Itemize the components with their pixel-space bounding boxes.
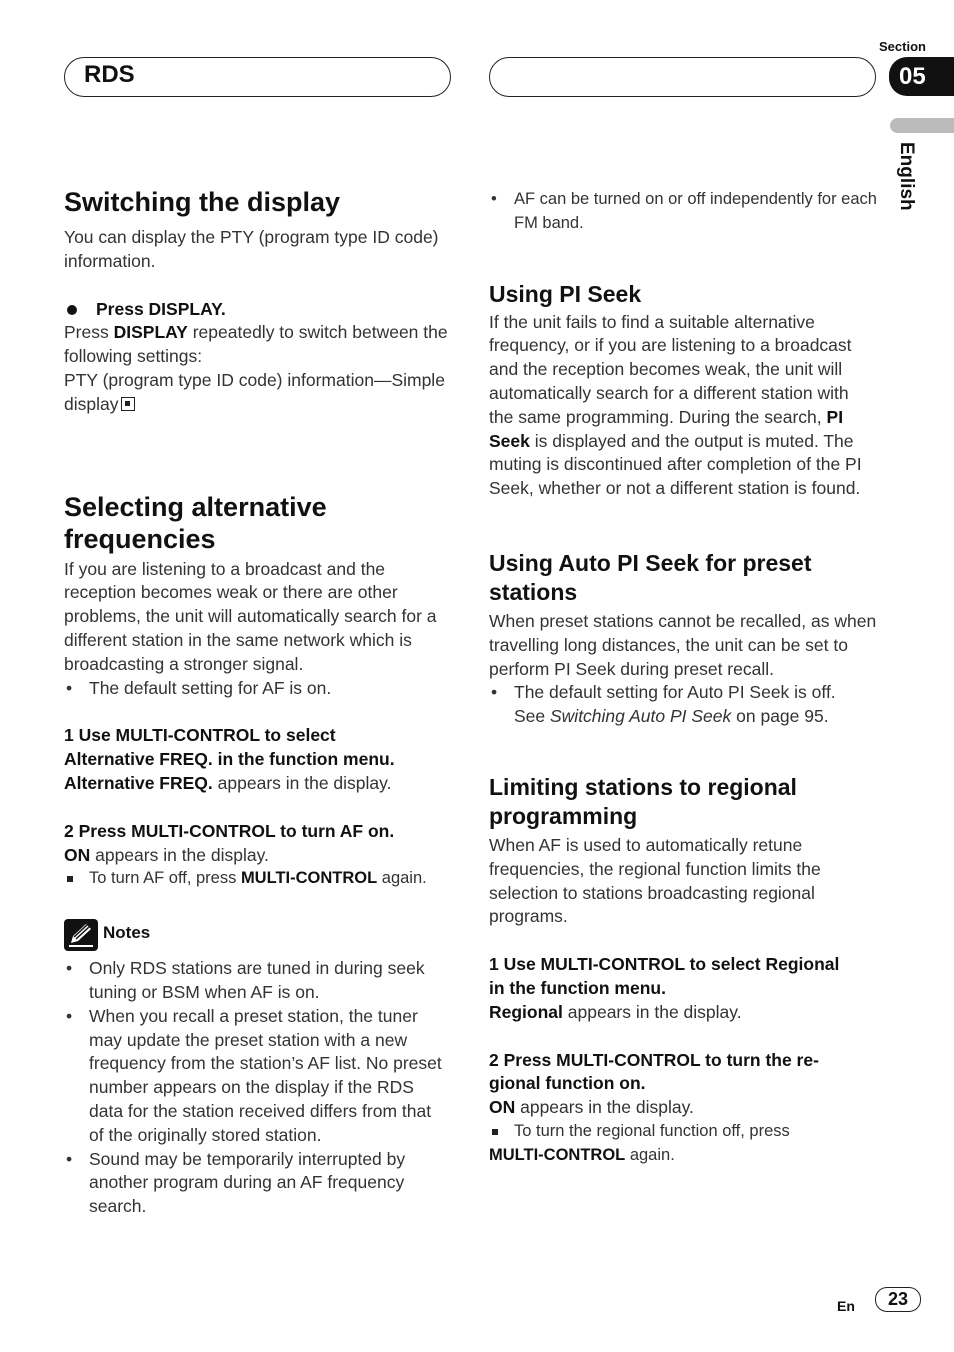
left-column bbox=[64, 186, 450, 1219]
notes-header bbox=[64, 919, 450, 953]
right-header-pill bbox=[489, 57, 876, 97]
regional-step2-result: ON appears in the display. bbox=[489, 1097, 694, 1118]
auto-pi-default-bullet: • The default setting for Auto PI Seek is off. See Switching Auto PI Seek on page 95. bbox=[489, 681, 877, 729]
regional-step1-result: Regional appears in the display. bbox=[489, 1001, 742, 1022]
section-number-badge: 05 bbox=[889, 57, 954, 96]
af-default-bullet: • The default setting for AF is on. bbox=[64, 677, 450, 701]
pi-seek-title: Using PI Seek bbox=[489, 280, 642, 307]
notes-list bbox=[64, 957, 450, 1219]
language-tab bbox=[890, 118, 954, 133]
switching-display-intro: You can display the PTY (program type ID code) information. bbox=[64, 227, 439, 271]
regional-title: Limiting stations to regional programming bbox=[489, 773, 797, 829]
alt-step2-result: ON appears in the display. bbox=[64, 844, 269, 865]
regional-step1-line1: 1 Use MULTI-CONTROL to select Regional bbox=[489, 954, 840, 975]
switching-display-title: Switching the display bbox=[64, 187, 341, 217]
section-label: Section bbox=[879, 39, 926, 54]
regional-body: When AF is used to automatically retune frequencies, the regional function limits the selection to stations broadcasting regional programs. bbox=[489, 834, 821, 927]
auto-pi-seek-body: When preset stations cannot be recalled, as when travelling long distances, the unit can be set to perform PI Seek during preset recall. bbox=[489, 610, 877, 679]
alt-step1-line1: 1 Use MULTI-CONTROL to select bbox=[64, 725, 336, 746]
note-item: • Sound may be temporarily interrupted by another program during an AF frequency search. bbox=[64, 1148, 450, 1219]
end-mark-icon bbox=[121, 397, 135, 411]
alt-step2: 2 Press MULTI-CONTROL to turn AF on. bbox=[64, 820, 395, 841]
language-label: English bbox=[896, 142, 917, 211]
regional-off-tip-cont: MULTI-CONTROL again. bbox=[489, 1145, 675, 1164]
regional-off-tip: To turn the regional function off, press bbox=[489, 1120, 877, 1144]
af-independent-bullet: • AF can be turned on or off independently for each FM band. bbox=[489, 188, 877, 236]
regional-step2-line1: 2 Press MULTI-CONTROL to turn the re- bbox=[489, 1049, 819, 1070]
alt-step1-line2: Alternative FREQ. in the function menu. bbox=[64, 749, 395, 770]
page-number: 23 bbox=[875, 1287, 921, 1312]
note-item: • When you recall a preset station, the tuner may update the preset station with a new frequency from the station’s AF list. No preset number appears on the display if the RDS data for the station received differs from that of the originally stored station. bbox=[64, 1005, 450, 1148]
auto-pi-seek-title: Using Auto PI Seek for preset stations bbox=[489, 549, 812, 605]
switching-display-body2: PTY (program type ID code) information—Simple display bbox=[64, 369, 445, 414]
af-off-tip: To turn AF off, press MULTI-CONTROL again. bbox=[64, 867, 450, 891]
rds-header-label: RDS bbox=[84, 61, 135, 88]
pencil-note-icon bbox=[64, 919, 98, 951]
pi-seek-body: If the unit fails to find a suitable alternative frequency, or if you are listening to a broadcast and the reception becomes weak, the unit will automatically search for a different station with the same programming. During the search, PI Seek is displayed and the output is muted. The muting is discontinued after completion of the PI Seek, whether or not a different station is found. bbox=[489, 311, 862, 499]
switching-display-body: Press DISPLAY repeatedly to switch between the following settings: bbox=[64, 322, 448, 367]
press-display-step: Press DISPLAY. bbox=[64, 298, 450, 322]
right-column bbox=[489, 188, 877, 1168]
regional-step1-line2: in the function menu. bbox=[489, 977, 666, 998]
note-item: • Only RDS stations are tuned in during seek tuning or BSM when AF is on. bbox=[64, 957, 450, 1005]
notes-title: Notes bbox=[103, 923, 151, 943]
footer-language-code: En bbox=[837, 1298, 855, 1314]
alt-freq-intro: If you are listening to a broadcast and the reception becomes weak or there are other problems, the unit will automatically search for a different station in the same network which is broadcasting a stronger signal. bbox=[64, 558, 437, 674]
alt-step1-result: Alternative FREQ. appears in the display. bbox=[64, 772, 392, 793]
alt-freq-title: Selecting alternative frequencies bbox=[64, 491, 327, 554]
regional-step2-line2: gional function on. bbox=[489, 1073, 646, 1094]
